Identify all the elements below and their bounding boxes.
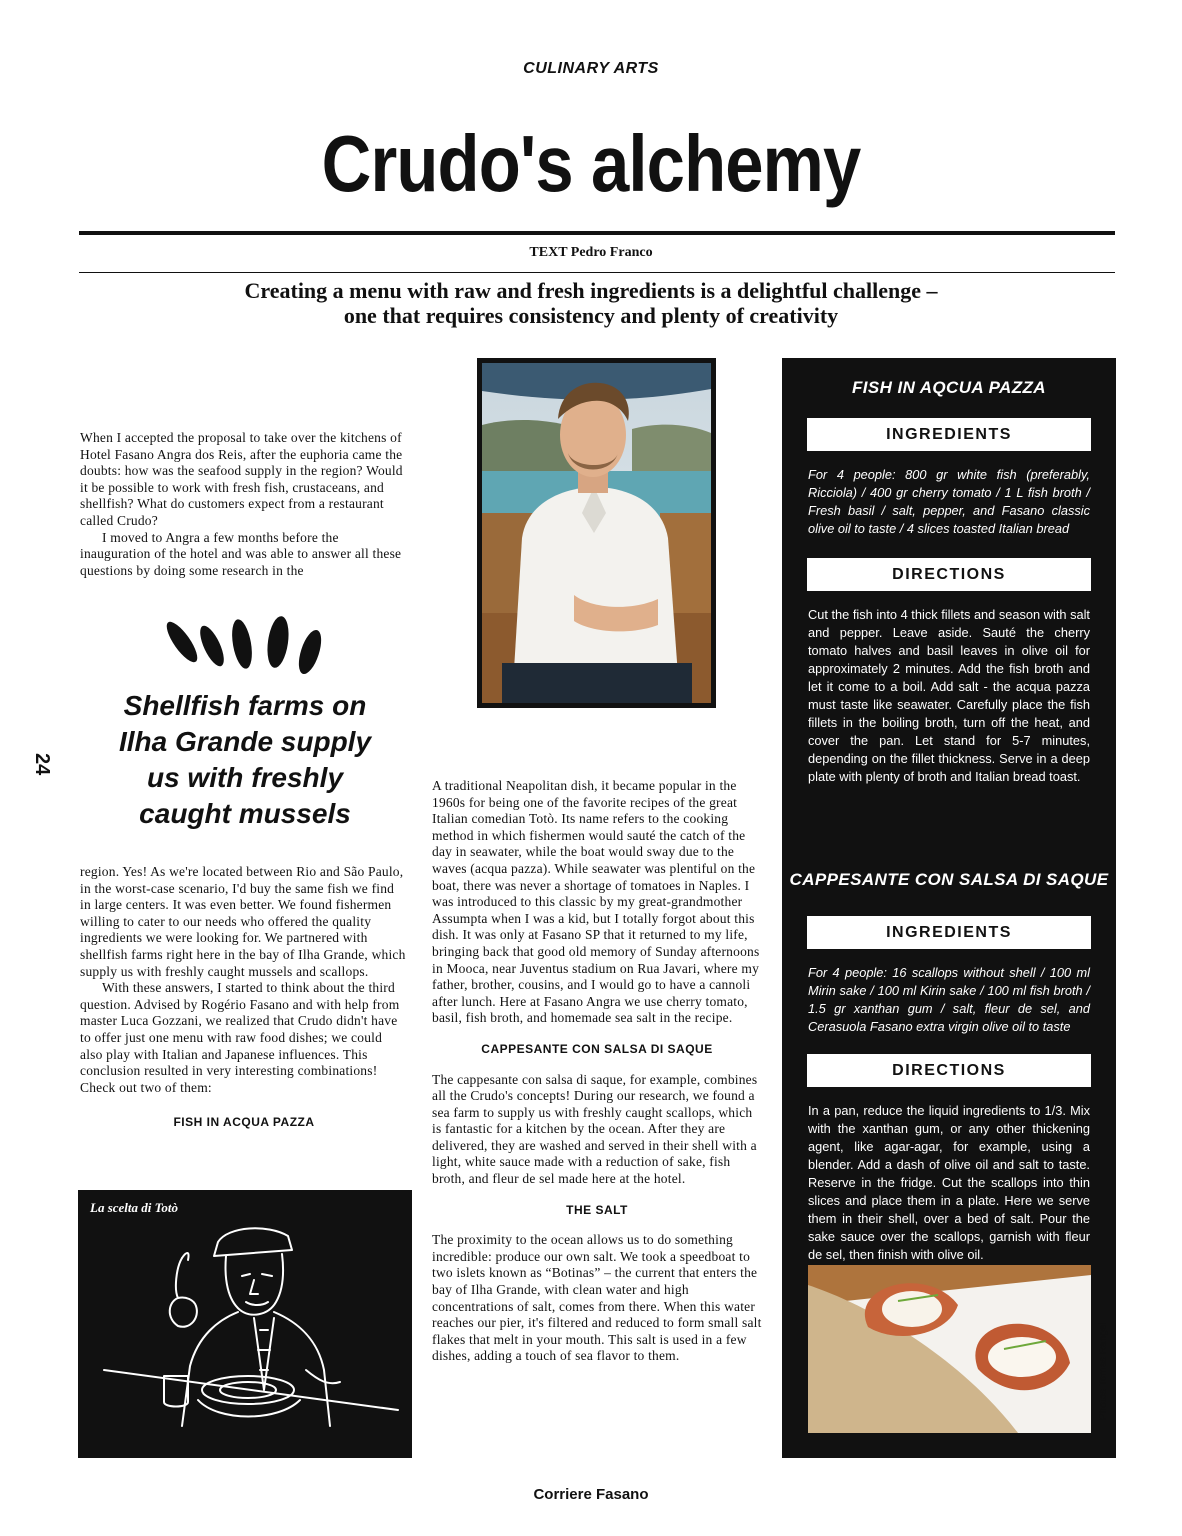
byline-rule <box>79 272 1115 273</box>
paragraph: The cappesante con salsa di saque, for example, combines all the Crudo's concepts! During our research, we found a sea farm to supply us with freshly caught scallops, which is fantastic for a kitchen by the ocean. After they are delivered, they are washed and served in their shell with a light, white sauce made with a reduction of sake, fish broth, and fleur de sel made here at the hotel. <box>432 1071 758 1187</box>
publication-footer: Corriere Fasano <box>533 1486 649 1503</box>
recipe-1-ingredients-label: INGREDIENTS <box>807 418 1091 451</box>
paragraph: I moved to Angra a few months before the inauguration of the hotel and was able to answer all these questions by doing some research in the <box>80 529 402 578</box>
section-subhead: CAPPESANTE CON SALSA DI SAQUE <box>481 1041 713 1056</box>
pull-quote-line: Shellfish farms on <box>123 690 367 721</box>
recipe-2-ingredients-label: INGREDIENTS <box>807 916 1091 949</box>
column-1-top <box>80 430 408 579</box>
section-subhead: FISH IN ACQUA PAZZA <box>173 1115 315 1130</box>
illustration-caption: La scelta di Totò <box>90 1200 178 1215</box>
subtitle-line-2: one that requires consistency and plenty of creativity <box>343 303 839 328</box>
title-rule <box>79 231 1115 235</box>
pull-quote-line: caught mussels <box>139 798 351 829</box>
pull-quote-line: Ilha Grande supply <box>118 726 372 757</box>
article-subtitle <box>180 278 1002 328</box>
subtitle-line-1: Creating a menu with raw and fresh ingredients is a delightful challenge – <box>244 278 938 303</box>
pull-quote <box>80 688 410 832</box>
page-number: 24 <box>31 753 53 776</box>
paragraph: When I accepted the proposal to take over the kitchens of Hotel Fasano Angra dos Reis, after the euphoria came the doubts: how was the seafood supply in the region? Would it be possible to work with fresh fish, crustaceans, and shellfish? What do customers expect from a restaurant called Crudo? <box>80 430 403 528</box>
scallop-dish-image <box>808 1265 1091 1433</box>
recipe-2-directions-label: DIRECTIONS <box>807 1054 1091 1087</box>
recipe-1-directions-label: DIRECTIONS <box>807 558 1091 591</box>
recipe-2-ingredients: For 4 people: 16 scallops without shell / 100 ml Mirin sake / 100 ml Kirin sake / 100 ml fish broth / 1.5 gr xanthan gum / salt, fleur de sel, and Cerasuola Fasano extra virgin olive oil to taste <box>808 965 1090 1034</box>
section-label: CULINARY ARTS <box>523 60 659 77</box>
chef-photo-image <box>482 363 711 703</box>
column-1-bottom <box>80 864 408 1131</box>
recipe-1-directions: Cut the fish into 4 thick fillets and season with salt and pepper. Leave aside. Sauté the cherry tomato halves and basil leaves in olive oil for approximately 2 minutes. Add the fish broth and let it come to a boil. Add salt - the acqua pazza must taste like seawater. Carefully place the fish fillets in the boiling broth, turn off the heat, and cover the pan. Let stand for 5-7 minutes, depending on the fillet thickness. Serve in a deep plate with plenty of broth and Italian bread toast. <box>808 607 1090 784</box>
pull-quote-line: us with freshly <box>146 762 344 793</box>
toto-illustration <box>78 1190 412 1458</box>
paragraph: A traditional Neapolitan dish, it became popular in the 1960s for being one of the favorite recipes of the great Italian comedian Totò. Its name refers to the cooking method in which fishermen would sauté the catch of the day in seawater, while the boat would sway due to the waves (acqua pazza). While seawater was plentiful on the boat, there was never a shortage of tomatoes in Naples. I was introduced to this classic by my great-grandmother Assumpta when I was a kid, but I totally forgot about this dish. It was only at Fasano SP that it returned to my life, bringing back that good old memory of Sunday afternoons in Mooca, near Juventus stadium on Rua Javari, where my father, brother, cousins, and I would go to have a cannoli after lunch. Here at Fasano Angra we use cherry tomato, basil, fish broth, and homemade sea salt in the recipe. <box>432 778 760 1026</box>
scallop-photo <box>808 1265 1091 1433</box>
paragraph: The proximity to the ocean allows us to do something incredible: produce our own salt. We took a speedboat to two islets known as “Botinas” – the current that enters the bay of Ilha Grande, with clean water and high concentrations of salt, comes from there. When this water reaches our pier, it's filtered and reduced to form small salt flakes that melt in your mouth. This salt is used in a few dishes, adding a touch of sea flavor to them. <box>432 1232 762 1364</box>
recipe-2-directions: In a pan, reduce the liquid ingredients to 1/3. Mix with the xanthan gum, or any other thickening agent, like agar-agar, for example, using a blender. Add a dash of olive oil and salt to taste. Reserve in the fridge. Cut the scallops into thin slices and place them in a plate. Here we serve them in their shell, over a bed of salt. Pour the sake sauce over the scallops, garnish with fleur de sel, then finish with olive oil. <box>808 1103 1090 1262</box>
mussels-icon <box>160 612 330 678</box>
byline: TEXT Pedro Franco <box>529 245 653 260</box>
recipe-1-ingredients: For 4 people: 800 gr white fish (preferably, Ricciola) / 400 gr cherry tomato / 1 L fish broth / Fresh basil / salt, pepper, and Fasano classic olive oil to taste / 4 slices toasted Italian bread <box>808 467 1090 536</box>
section-subhead: THE SALT <box>566 1202 628 1217</box>
comedian-drawing <box>78 1190 412 1458</box>
recipe-1-title: FISH IN AQCUA PAZZA <box>852 378 1046 397</box>
column-2 <box>432 778 762 1365</box>
article-title: Crudo's alchemy <box>321 119 861 208</box>
photo-credit: Photos Tomas Rangel <box>1098 1322 1109 1420</box>
recipe-2-title: CAPPESANTE CON SALSA DI SAQUE <box>789 870 1109 889</box>
paragraph: region. Yes! As we're located between Rio and São Paulo, in the worst-case scenario, I'd buy the same fish we find in large centers. It was even better. We found fishermen willing to cater to our needs who offered the quality ingredients we were looking for. We partnered with shellfish farms right here in the bay of Ilha Grande, which supply us with freshly caught mussels and scallops. <box>80 864 406 979</box>
paragraph: With these answers, I started to think about the third question. Advised by Rogério Fasano and with help from master Luca Gozzani, we realized that Crudo didn't have to offer just one menu with raw food dishes; we could also play with Italian and Japanese influences. This conclusion resulted in very interesting combinations! Check out two of them: <box>80 980 400 1095</box>
chef-portrait <box>482 363 711 703</box>
chef-photo <box>477 358 716 708</box>
